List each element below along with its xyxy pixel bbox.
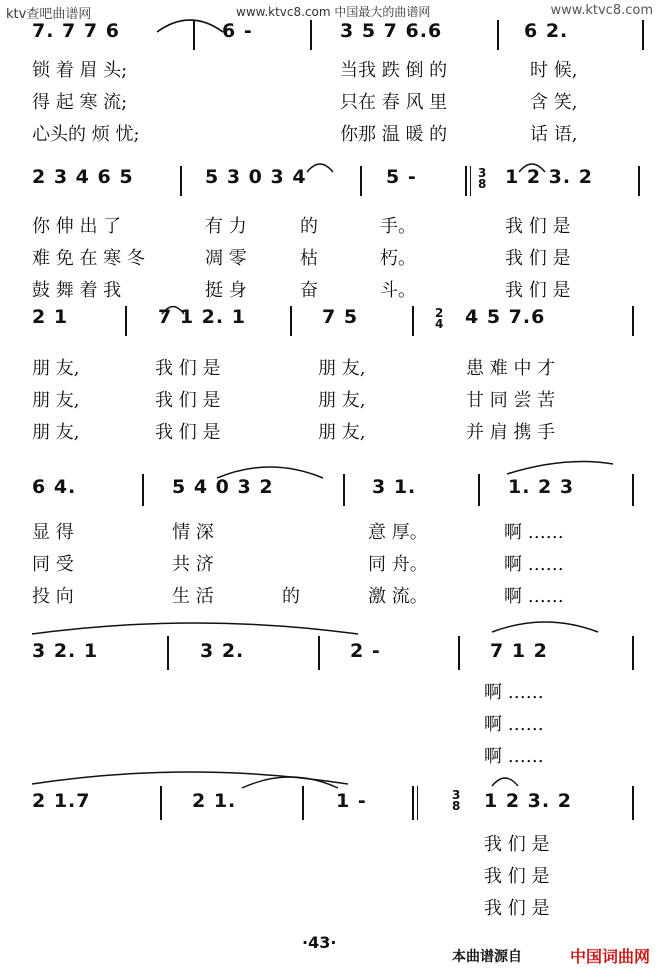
lyric-verse-1: 显 得 (32, 522, 74, 543)
lyric-verse-1: 啊 …… (484, 682, 544, 703)
lyric-verse-2: 甘 同 尝 苦 (466, 390, 556, 411)
lyric-verse-3: 朋 友, (32, 422, 80, 443)
barline (632, 636, 634, 670)
lyric-verse-2: 含 笑, (530, 92, 578, 113)
measure-notes: 5 4 0 3 2 (172, 476, 274, 498)
lyric-verse-2: 朽。 (380, 248, 416, 269)
notes-row-6 (0, 768, 661, 813)
lyric-verse-1: 朋 友, (32, 358, 80, 379)
watermark-middle: www.ktvc8.com 中国最大的曲谱网 (236, 5, 431, 19)
lyric-verse-2: 共 济 (172, 554, 214, 575)
measure-notes: 3 2. 1 (32, 640, 99, 662)
lyric-verse-3: 我 们 是 (505, 280, 571, 301)
time-signature-bottom: 8 (452, 799, 461, 813)
notes-row-5 (0, 620, 661, 662)
measure-notes: 1 2 3. 2 (505, 166, 593, 188)
watermark-right: www.ktvc8.com (550, 3, 653, 18)
measure-notes: 3 1. (372, 476, 417, 498)
barline (290, 306, 292, 336)
lyric-verse-1: 锁 着 眉 头; (32, 60, 128, 81)
time-signature-bottom: 8 (478, 177, 487, 191)
barline (180, 166, 182, 196)
lyric-verse-2: 难 免 在 寒 冬 (32, 248, 145, 269)
lyric-verse-3: 啊 …… (484, 746, 544, 767)
lyric-verse-3: 激 流。 (368, 586, 428, 607)
lyric-verse-1: 啊 …… (504, 522, 564, 543)
lyric-verse-2: 得 起 寒 流; (32, 92, 128, 113)
time-signature (435, 308, 443, 330)
measure-notes: 5 3 0 3 4 (205, 166, 307, 188)
measure-notes: 6 4. (32, 476, 77, 498)
measure-notes: 1. 2 3 (508, 476, 575, 498)
barline (638, 166, 640, 196)
time-signature-top: 3 (452, 788, 461, 802)
barline (412, 306, 414, 336)
measure-notes: 7 1 2. 1 (158, 306, 246, 328)
measure-notes: 3 5 7 6.6 (340, 20, 443, 42)
lyric-verse-2: 凋 零 (205, 248, 247, 269)
barline (193, 20, 195, 50)
lyric-verse-3: 朋 友, (318, 422, 366, 443)
lyric-verse-3: 生 活 (172, 586, 214, 607)
page-number: ·43· (302, 933, 337, 952)
barline (417, 786, 418, 820)
barline (167, 636, 169, 670)
lyric-verse-3: 我 们 是 (155, 422, 221, 443)
barline (343, 474, 345, 506)
time-signature (478, 168, 486, 190)
notes-row-2 (0, 160, 661, 194)
lyric-verse-3: 你那 温 暖 的 (340, 124, 448, 145)
lyric-verse-3: 挺 身 (205, 280, 247, 301)
lyric-verse-2: 我 们 是 (155, 390, 221, 411)
notes-row-4 (0, 462, 661, 496)
barline (302, 786, 304, 820)
lyric-verse-3: 话 语, (530, 124, 578, 145)
lyric-verse-1: 我 们 是 (505, 216, 571, 237)
lyric-verse-2: 啊 …… (484, 714, 544, 735)
lyric-verse-1: 有 力 (205, 216, 247, 237)
lyric-verse-3: 我 们 是 (484, 898, 550, 919)
barline (632, 474, 634, 506)
time-signature-bottom: 4 (435, 317, 444, 331)
notes-row-3 (0, 300, 661, 334)
measure-notes: 1 2 3. 2 (484, 790, 572, 812)
lyric-verse-3: 心头的 烦 忧; (32, 124, 140, 145)
barline (318, 636, 320, 670)
lyric-verse-3: 鼓 舞 着 我 (32, 280, 122, 301)
lyric-verse-3: 并 肩 携 手 (466, 422, 556, 443)
lyric-verse-2: 我 们 是 (505, 248, 571, 269)
lyric-verse-3: 投 向 (32, 586, 74, 607)
lyric-verse-1: 我 们 是 (484, 834, 550, 855)
measure-notes: 2 3 4 6 5 (32, 166, 134, 188)
lyric-verse-3: 奋 (300, 280, 318, 301)
lyric-verse-2: 朋 友, (32, 390, 80, 411)
lyric-verse-3: 啊 …… (504, 586, 564, 607)
measure-notes: 4 5 7.6 (465, 306, 546, 328)
barline (458, 636, 460, 670)
barline (478, 474, 480, 506)
barline (632, 306, 634, 336)
lyric-verse-1: 朋 友, (318, 358, 366, 379)
lyric-verse-1: 我 们 是 (155, 358, 221, 379)
measure-notes: 2 1. (192, 790, 237, 812)
notes-row-1 (0, 14, 661, 48)
lyric-verse-2: 同 舟。 (368, 554, 428, 575)
barline (642, 20, 644, 50)
lyric-verse-1: 情 深 (172, 522, 214, 543)
barline (412, 786, 414, 820)
time-signature (452, 790, 460, 812)
time-signature-top: 3 (478, 166, 487, 180)
measure-notes: 6 - (222, 20, 253, 42)
barline (160, 786, 162, 820)
lyric-verse-2: 只在 春 风 里 (340, 92, 448, 113)
measure-notes: 6 2. (524, 20, 569, 42)
watermark-left: ktv查吧曲谱网 (6, 7, 92, 22)
lyric-verse-2: 枯 (300, 248, 318, 269)
barline (125, 306, 127, 336)
barline (497, 20, 499, 50)
source-label: 本曲谱源自 (452, 949, 522, 965)
barline (142, 474, 144, 506)
lyric-verse-1: 当我 跌 倒 的 (340, 60, 448, 81)
barline (360, 166, 362, 196)
lyric-verse-1: 患 难 中 才 (466, 358, 556, 379)
measure-notes: 5 - (386, 166, 417, 188)
lyric-verse-1: 意 厚。 (368, 522, 428, 543)
measure-notes: 7 1 2 (490, 640, 548, 662)
measure-notes: 7 5 (322, 306, 359, 328)
measure-notes: 1 - (336, 790, 367, 812)
lyric-verse-2: 啊 …… (504, 554, 564, 575)
measure-notes: 3 2. (200, 640, 245, 662)
lyric-verse-1: 手。 (380, 216, 416, 237)
lyric-verse-3: 斗。 (380, 280, 416, 301)
lyric-verse-1: 的 (300, 216, 318, 237)
measure-notes: 7. 7 7 6 (32, 20, 120, 42)
lyric-verse-2: 我 们 是 (484, 866, 550, 887)
time-signature-top: 2 (435, 306, 444, 320)
barline (632, 786, 634, 820)
lyric-verse-2: 同 受 (32, 554, 74, 575)
lyric-verse-1: 你 伸 出 了 (32, 216, 122, 237)
measure-notes: 2 - (350, 640, 381, 662)
lyric-verse-1: 时 候, (530, 60, 578, 81)
barline (470, 166, 471, 196)
barline (465, 166, 467, 196)
barline (310, 20, 312, 50)
brand-label: 中国词曲网 (570, 947, 651, 966)
lyric-verse-2: 朋 友, (318, 390, 366, 411)
measure-notes: 2 1 (32, 306, 69, 328)
measure-notes: 2 1.7 (32, 790, 91, 812)
lyric-verse-3: 的 (282, 586, 300, 607)
